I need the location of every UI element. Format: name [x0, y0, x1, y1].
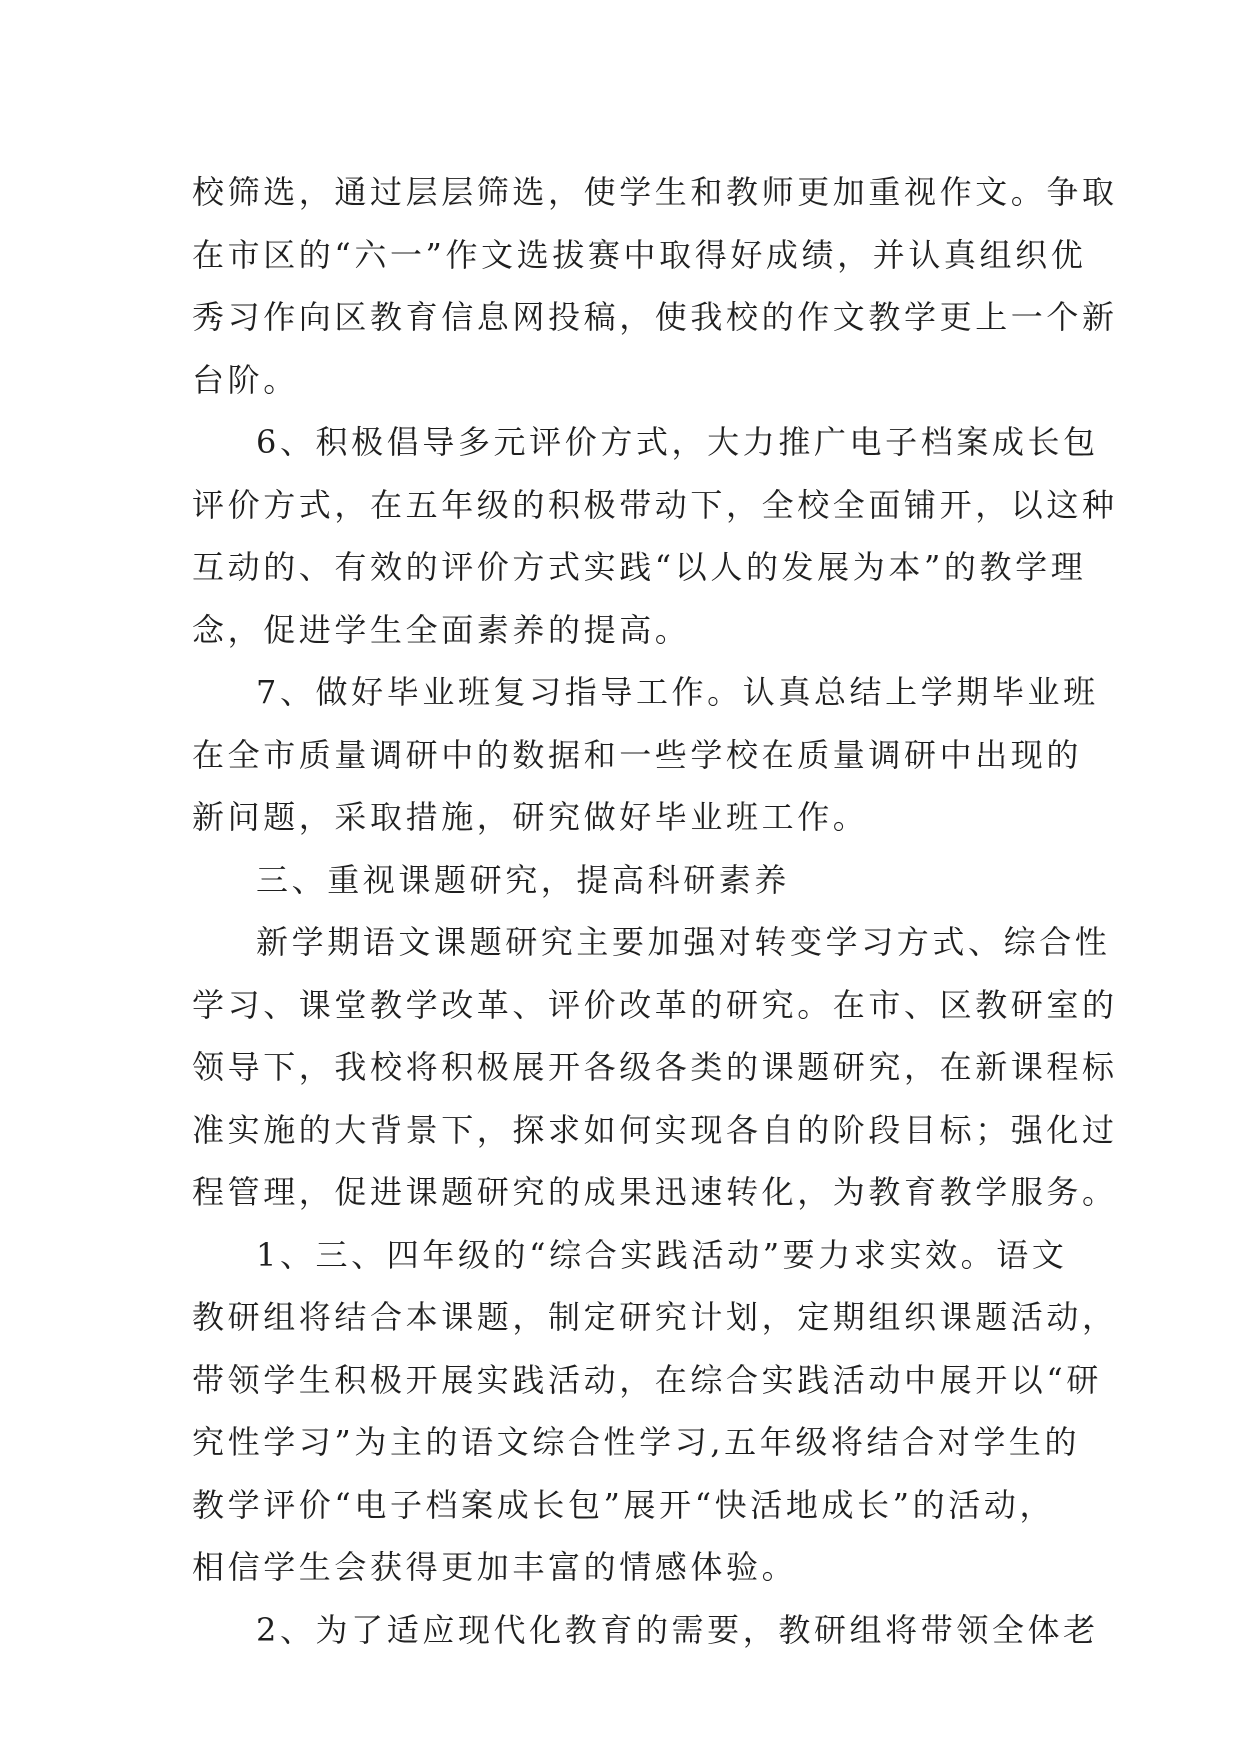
text-line: 校筛选，通过层层筛选，使学生和教师更加重视作文。争取: [192, 173, 1118, 211]
paragraph-start-line: 6、积极倡导多元评价方式，大力推广电子档案成长包: [256, 423, 1099, 461]
text-line: 究性学习”为主的语文综合性学习,五年级将结合对学生的: [192, 1423, 1081, 1461]
text-line: 学习、课堂教学改革、评价改革的研究。在市、区教研室的: [192, 985, 1118, 1024]
text-line: 程管理，促进课题研究的成果迅速转化，为教育教学服务。: [192, 1173, 1118, 1211]
paragraph-start-line: 新学期语文课题研究主要加强对转变学习方式、综合性: [256, 923, 1111, 961]
paragraph-start-line: 7、做好毕业班复习指导工作。认真总结上学期毕业班: [256, 673, 1099, 711]
section-heading: 三、重视课题研究，提高科研素养: [256, 860, 791, 899]
text-line: 带领学生积极开展实践活动，在综合实践活动中展开以“研: [192, 1360, 1102, 1399]
text-line: 教学评价“电子档案成长包”展开“快活地成长”的活动，: [192, 1485, 1056, 1524]
paragraph-start-line: 1、三、四年级的“综合实践活动”要力求实效。语文: [256, 1235, 1068, 1274]
body-text: [192, 161, 1118, 1661]
text-line: 在全市质量调研中的数据和一些学校在质量调研中出现的: [192, 735, 1083, 774]
text-line: 新问题，采取措施，研究做好毕业班工作。: [192, 798, 869, 836]
text-line: 评价方式，在五年级的积极带动下，全校全面铺开，以这种: [192, 485, 1118, 524]
text-line: 领导下，我校将积极展开各级各类的课题研究，在新课程标: [192, 1048, 1118, 1086]
text-line: 台阶。: [192, 360, 299, 399]
text-line: 准实施的大背景下，探求如何实现各自的阶段目标；强化过: [192, 1110, 1118, 1149]
text-line: 在市区的“六一”作文选拔赛中取得好成绩，并认真组织优: [192, 235, 1087, 274]
text-line: 秀习作向区教育信息网投稿，使我校的作文教学更上一个新: [192, 298, 1118, 336]
text-line: 相信学生会获得更加丰富的情感体验。: [192, 1548, 798, 1586]
text-line: 教研组将结合本课题，制定研究计划，定期组织课题活动，: [192, 1298, 1118, 1336]
text-line: 互动的、有效的评价方式实践“以人的发展为本”的教学理: [192, 548, 1087, 586]
paragraph-start-line: 2、为了适应现代化教育的需要，教研组将带领全体老: [256, 1610, 1099, 1649]
text-line: 念，促进学生全面素养的提高。: [192, 610, 691, 649]
